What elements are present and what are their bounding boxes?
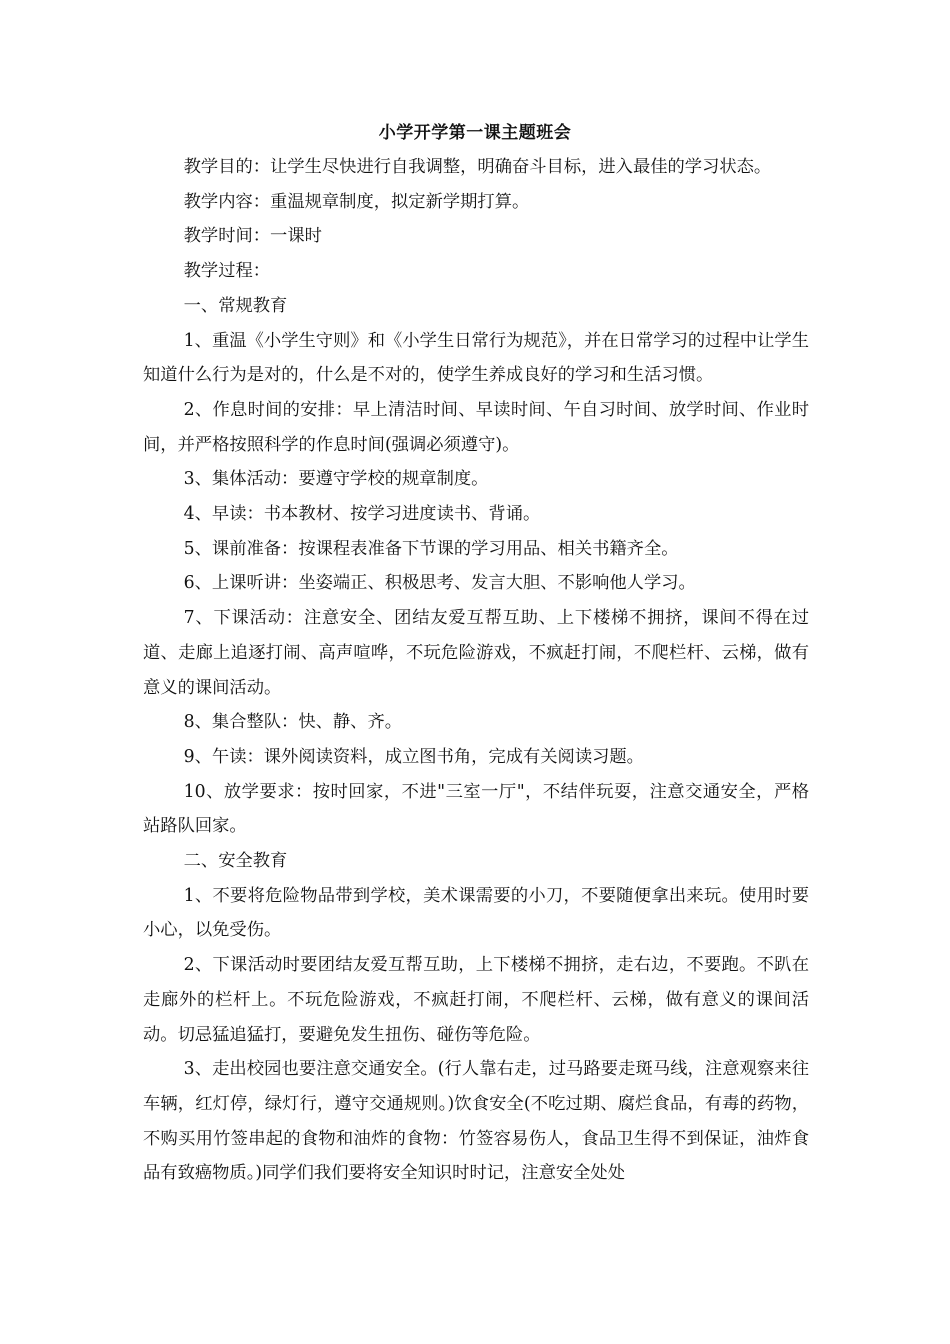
list-item: 8、集合整队：快、静、齐。 — [183, 712, 403, 733]
paragraph-teaching-process: 教学过程： — [183, 261, 271, 282]
list-item: 1、重温《小学生守则》和《小学生日常行为规范》，并在日常学习的过程中让学生知道什么行为是对的，什么是不对的，使学生养成良好的学习和生活习惯。 — [143, 330, 809, 386]
list-item: 9、午读：课外阅读资料，成立图书角，完成有关阅读习题。 — [183, 746, 644, 767]
section-heading-routine-education: 一、常规教育 — [183, 295, 288, 316]
document-title: 小学开学第一课主题班会 — [378, 123, 572, 143]
list-item: 4、早读：书本教材、按学习进度读书、背诵。 — [183, 504, 541, 525]
document-body — [143, 150, 809, 1191]
list-item: 3、集体活动：要遵守学校的规章制度。 — [183, 469, 489, 490]
paragraph-teaching-content: 教学内容：重温规章制度，拟定新学期打算。 — [183, 191, 530, 212]
list-item: 5、课前准备：按课程表准备下节课的学习用品、相关书籍齐全。 — [183, 538, 679, 559]
list-item: 2、下课活动时要团结友爱互帮互助，上下楼梯不拥挤，走右边，不要跑。不趴在走廊外的栏杆上。不玩危险游戏，不疯赶打闹，不爬栏杆、云梯，做有意义的课间活动。切忌猛追猛打，要避免发生扭伤、碰伤等危险。 — [143, 955, 809, 1045]
list-item: 6、上课听讲：坐姿端正、积极思考、发言大胆、不影响他人学习。 — [183, 573, 696, 594]
paragraph-teaching-goal: 教学目的：让学生尽快进行自我调整，明确奋斗目标，进入最佳的学习状态。 — [183, 157, 772, 177]
list-item: 2、作息时间的安排：早上清洁时间、早读时间、午自习时间、放学时间、作业时间，并严格按照科学的作息时间(强调必须遵守)。 — [143, 399, 809, 455]
paragraph-teaching-time: 教学时间：一课时 — [183, 226, 322, 247]
section-heading-safety-education: 二、安全教育 — [183, 851, 288, 872]
list-item: 1、不要将危险物品带到学校，美术课需要的小刀，不要随便拿出来玩。使用时要小心，以免受伤。 — [143, 885, 809, 941]
list-item: 10、放学要求：按时回家，不进"三室一厅"，不结伴玩耍，注意交通安全，严格站路队回家。 — [143, 781, 809, 837]
list-item: 3、走出校园也要注意交通安全。(行人靠右走，过马路要走斑马线，注意观察来往车辆，红灯停，绿灯行，遵守交通规则。)饮食安全(不吃过期、腐烂食品，有毒的药物，不购买用竹签串起的食物和油炸的食物：竹签容易伤人，食品卫生得不到保证，油炸食品有致癌物质。)同学们我们要将安全知识时时记，注意安全处处 — [143, 1059, 809, 1184]
list-item: 7、下课活动：注意安全、团结友爱互帮互助、上下楼梯不拥挤，课间不得在过道、走廊上追逐打闹、高声喧哗，不玩危险游戏，不疯赶打闹，不爬栏杆、云梯，做有意义的课间活动。 — [143, 608, 809, 698]
